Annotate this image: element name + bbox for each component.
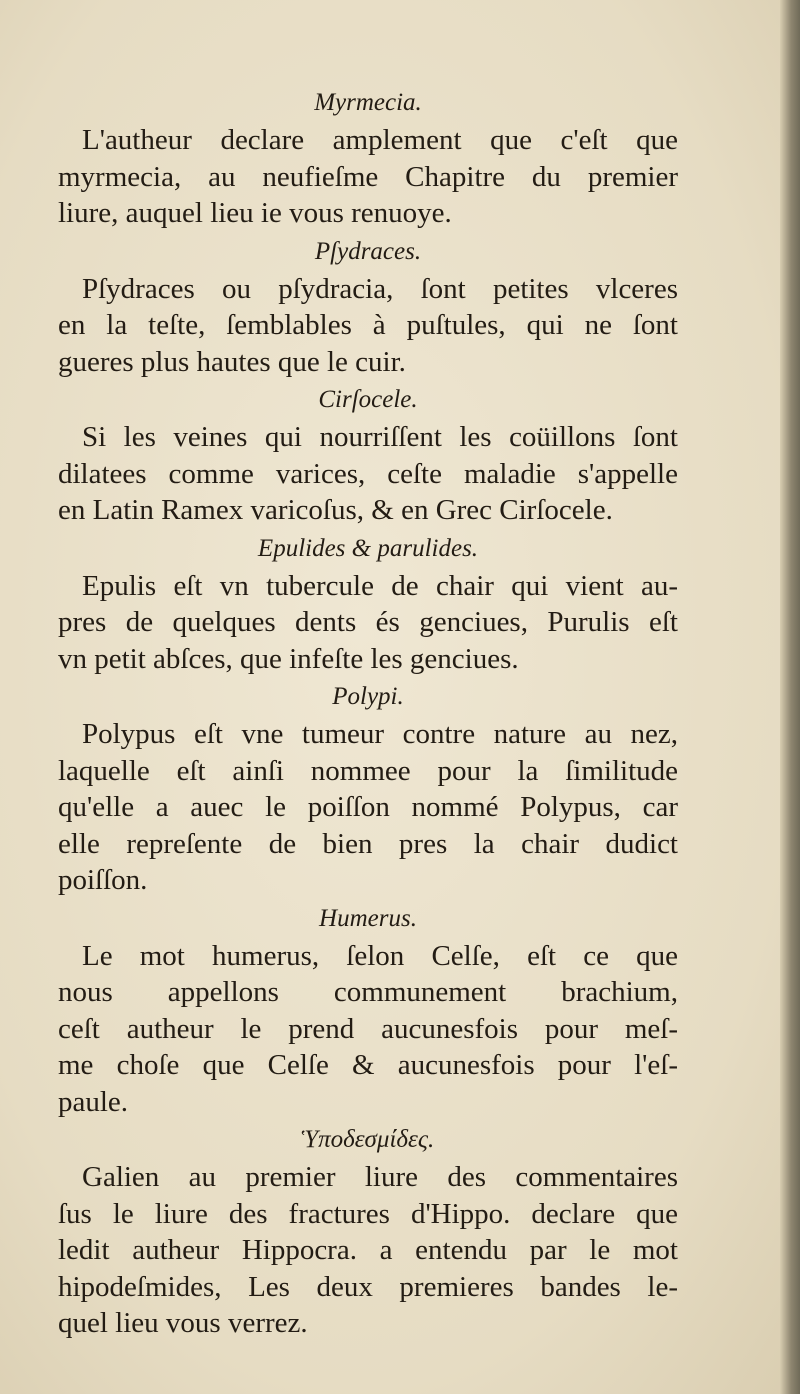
text-line: hipodeſmides, Les deux premieres bandes le- [58, 1270, 678, 1303]
text-line: Si les veines qui nourriſſent les coüillons ſont [82, 421, 678, 453]
section-paragraph [58, 419, 678, 529]
section-myrmecia [58, 84, 678, 232]
text-line: en la teſte, ſemblables à puſtules, qui ne ſont [58, 309, 678, 341]
text-line: elle repreſente de bien pres la chair dudict [58, 827, 678, 860]
section-heading: Pſydraces. [314, 237, 422, 265]
text-line: Polypus eſt vne tumeur contre nature au nez, [82, 718, 678, 750]
text-line: en Latin Ramex varicoſus, & en Grec Cirſocele. [58, 494, 613, 526]
text-line: ſus le liure des fractures d'Hippo. declare que [58, 1197, 678, 1230]
text-line: Le mot humerus, ſelon Celſe, eſt ce que [82, 939, 678, 972]
text-line: liure, auquel lieu ie vous renuoye. [58, 197, 452, 229]
section-paragraph [58, 938, 678, 1121]
section-heading: Humerus. [319, 904, 417, 932]
text-line: pres de quelques dents és genciues, Purulis eſt [58, 606, 678, 638]
section-paragraph [58, 1159, 678, 1342]
text-line: Galien au premier liure des commentaires [82, 1161, 678, 1193]
text-line: nous appellons communement brachium, [58, 976, 678, 1008]
text-line: paule. [58, 1085, 129, 1118]
section-paragraph [58, 122, 678, 232]
text-line: ceſt autheur le prend aucunesfois pour meſ- [58, 1012, 678, 1045]
section-epulides [58, 530, 678, 678]
text-line: me choſe que Celſe & aucunesfois pour l'eſ- [58, 1049, 678, 1081]
section-heading: Polypi. [332, 683, 404, 710]
section-paragraph [58, 568, 678, 678]
section-heading: Ὑποδεσμίδες. [301, 1126, 435, 1153]
text-line: quel lieu vous verrez. [58, 1307, 308, 1339]
section-heading: Cirſocele. [318, 386, 418, 413]
text-line: vn petit abſces, que infeſte les genciues. [58, 642, 519, 675]
section-paragraph [58, 271, 678, 381]
section-hypodesmides [58, 1121, 678, 1342]
section-heading: Epulides & parulides. [257, 534, 479, 562]
page-edge [780, 0, 800, 1394]
text-line: L'autheur declare amplement que c'eſt que [82, 124, 678, 156]
text-line: Pſydraces ou pſydracia, ſont petites vlceres [82, 272, 678, 305]
section-psydraces [58, 233, 678, 381]
text-line: laquelle eſt ainſi nommee pour la ſimilitude [58, 754, 678, 787]
text-line: ledit autheur Hippocra. a entendu par le mot [58, 1234, 678, 1266]
section-paragraph [58, 716, 678, 899]
section-polypi [58, 678, 678, 899]
section-heading: Myrmecia. [314, 89, 422, 116]
text-line: qu'elle a auec le poiſſon nommé Polypus, car [58, 791, 678, 823]
section-cirsocele [58, 381, 678, 529]
section-humerus [58, 900, 678, 1121]
text-line: poiſſon. [58, 864, 148, 896]
text-line: dilatees comme varices, ceſte maladie s'appelle [58, 457, 678, 490]
page-text [58, 84, 678, 1343]
text-line: gueres plus hautes que le cuir. [58, 345, 406, 378]
text-line: myrmecia, au neufieſme Chapitre du premier [58, 160, 678, 193]
text-line: Epulis eſt vn tubercule de chair qui vient au- [82, 569, 678, 602]
